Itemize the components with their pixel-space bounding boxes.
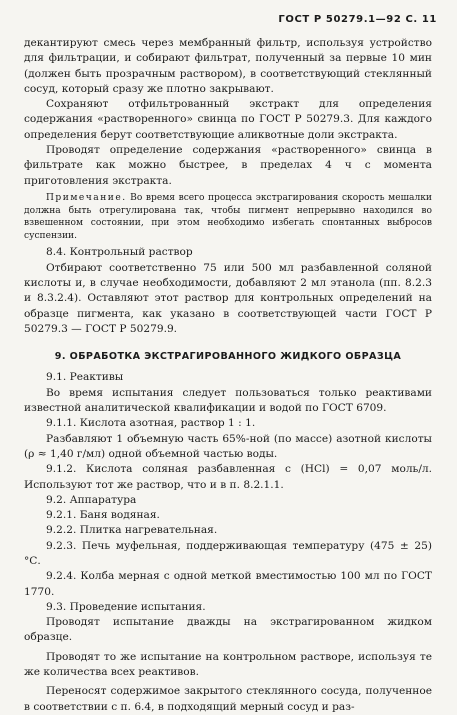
list-item: 9.2.3. Печь муфельная, поддерживающая температуру (475 ± 25) °С.: [24, 539, 432, 567]
paragraph: Во время испытания следует пользоваться только реактивами известной аналитической квалификации и водой по ГОСТ 6709.: [24, 386, 432, 415]
section-heading: 9. ОБРАБОТКА ЭКСТРАГИРОВАННОГО ЖИДКОГО ОБРАЗЦА: [54, 351, 402, 363]
paragraph: Переносят содержимое закрытого стеклянного сосуда, полученное в соответствии с п. 6.4, в подходящий мерный сосуд и раз-: [24, 685, 432, 713]
paragraph: декантируют смесь через мембранный фильтр, используя устройство для фильтрации, и собирают фильтрат, полученный за первые 10 мин (должен быть прозрачным раствором), в соответствующий стеклянный сосуд, который сразу же плотно закрывают.: [24, 37, 432, 95]
document-body: [24, 36, 432, 715]
paragraph: 9.1.2. Кислота соляная разбавленная c (HCl) = 0,07 моль/л. Используют тот же раствор, что и в п. 8.2.1.1.: [24, 463, 432, 491]
paragraph: Разбавляют 1 объемную часть 65%-ной (по массе) азотной кислоты (ρ ≈ 1,40 г/мл) одной объемной частью воды.: [24, 432, 432, 460]
list-item: 9.2.2. Плитка нагревательная.: [46, 524, 218, 537]
subsection-title: 9.3. Проведение испытания.: [46, 600, 206, 613]
paragraph: 9.1.1. Кислота азотная, раствор 1 : 1.: [46, 417, 256, 430]
paragraph: Сохраняют отфильтрованный экстракт для определения содержания «растворенного» свинца по ГОСТ Р 50279.3. Для каждого определения берут соответствующие аликвотные доли экстракта.: [24, 98, 432, 141]
note-label: Примечание.: [46, 192, 127, 203]
page-header: ГОСТ Р 50279.1—92 С. 11: [278, 14, 437, 25]
subsection-title: 9.2. Аппаратура: [46, 493, 137, 506]
note-text: Во время всего процесса экстрагирования скорость мешалки должна быть отрегулирована так, чтобы пигмент непрерывно находился во взвешенном состоянии, при этом необходимо избегать спонтанных выбросов суспензии.: [24, 192, 432, 241]
note: [24, 192, 432, 242]
list-item: 9.2.1. Баня водяная.: [46, 509, 160, 522]
paragraph: Проводят определение содержания «растворенного» свинца в фильтрате как можно быстрее, в пределах 4 ч с момента приготовления экстракта.: [24, 144, 432, 187]
paragraph: Проводят испытание дважды на экстрагированном жидком образце.: [24, 616, 432, 644]
paragraph: Отбирают соответственно 75 или 500 мл разбавленной соляной кислоты и, в случае необходимости, добавляют 2 мл этанола (пп. 8.2.3 и 8.3.2.4). Оставляют этот раствор для контрольных определений на образце пигмента, как указано в соответствующей части ГОСТ Р 50279.3 — ГОСТ Р 50279.9.: [24, 261, 432, 335]
subsection-title: 8.4. Контрольный раствор: [46, 246, 193, 259]
subsection-title: 9.1. Реактивы: [46, 371, 124, 384]
list-item: 9.2.4. Колба мерная с одной меткой вместимостью 100 мл по ГОСТ 1770.: [24, 570, 432, 598]
paragraph: Проводят то же испытание на контрольном растворе, используя те же количества всех реактивов.: [24, 650, 432, 679]
